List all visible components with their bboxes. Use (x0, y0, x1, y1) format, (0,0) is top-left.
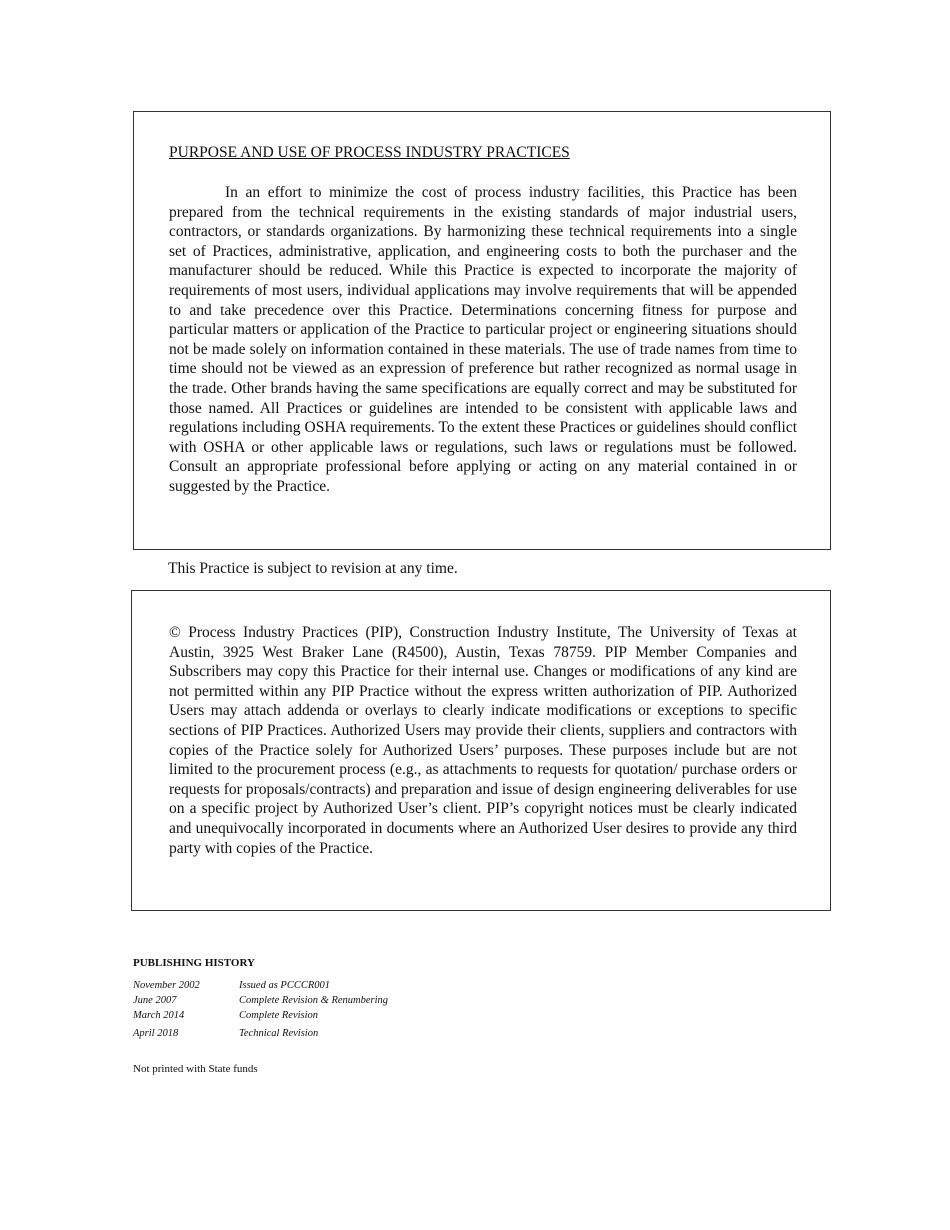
history-date: March 2014 (133, 1010, 185, 1021)
copyright-body: © Process Industry Practices (PIP), Construction Industry Institute, The University of Texas at Austin, 3925 West Braker Lane (R4500), Austin, Texas 78759. PIP Member Companies and Subscribers may copy this Practice for their internal use. Changes or modifications of any kind are not permitted within any PIP Practice without the express written authorization of PIP. Authorized Users may attach addenda or overlays to clearly indicate modifications or exceptions to specific sections of PIP Practices. Authorized Users may provide their clients, suppliers and contractors with copies of the Practice solely for Authorized Users’ purposes. These purposes include but are not limited to the procurement process (e.g., as attachments to requests for quotation/ purchase orders or requests for proposals/contracts) and preparation and issue of design engineering deliverables for use on a specific project by Authorized User’s client. PIP’s copyright notices must be clearly indicated and unequivocally incorporated in documents where an Authorized User desires to provide any third party with copies of the Practice. (169, 624, 797, 857)
history-event: Complete Revision & Renumbering (239, 995, 389, 1006)
history-date: June 2007 (133, 995, 177, 1006)
history-date: November 2002 (133, 980, 200, 991)
history-event: Issued as PCCCR001 (239, 980, 331, 991)
history-event: Complete Revision (239, 1010, 319, 1021)
revision-note: This Practice is subject to revision at any time. (168, 560, 458, 577)
publishing-history-title: PUBLISHING HISTORY (133, 957, 255, 969)
history-event: Technical Revision (239, 1028, 319, 1039)
history-date: April 2018 (133, 1028, 179, 1039)
purpose-body: In an effort to minimize the cost of process industry facilities, this Practice has been prepared from the technical requirements in the existing standards of major industrial users, contractors, or standards organizations. By harmonizing these technical requirements into a single set of Practices, administrative, application, and engineering costs to both the purchaser and the manufacturer should be reduced. While this Practice is expected to incorporate the majority of requirements of most users, individual applications may involve requirements that will be appended to and take precedence over this Practice. Determinations concerning fitness for purpose and particular matters or application of the Practice to particular project or engineering situations should not be made solely on information contained in these materials. The use of trade names from time to time should not be viewed as an expression of preference but rather recognized as normal usage in the trade. Other brands having the same specifications are equally correct and may be substituted for those named. All Practices or guidelines are intended to be consistent with applicable laws and regulations including OSHA requirements. To the extent these Practices or guidelines should conflict with OSHA or other applicable laws or regulations, such laws or regulations must be followed. Consult an appropriate professional before applying or acting on any material contained in or suggested by the Practice. (169, 184, 797, 495)
purpose-section (133, 111, 831, 550)
purpose-heading: PURPOSE AND USE OF PROCESS INDUSTRY PRACTICES (169, 144, 570, 161)
copyright-section (131, 590, 831, 911)
footer-note: Not printed with State funds (133, 1063, 258, 1075)
